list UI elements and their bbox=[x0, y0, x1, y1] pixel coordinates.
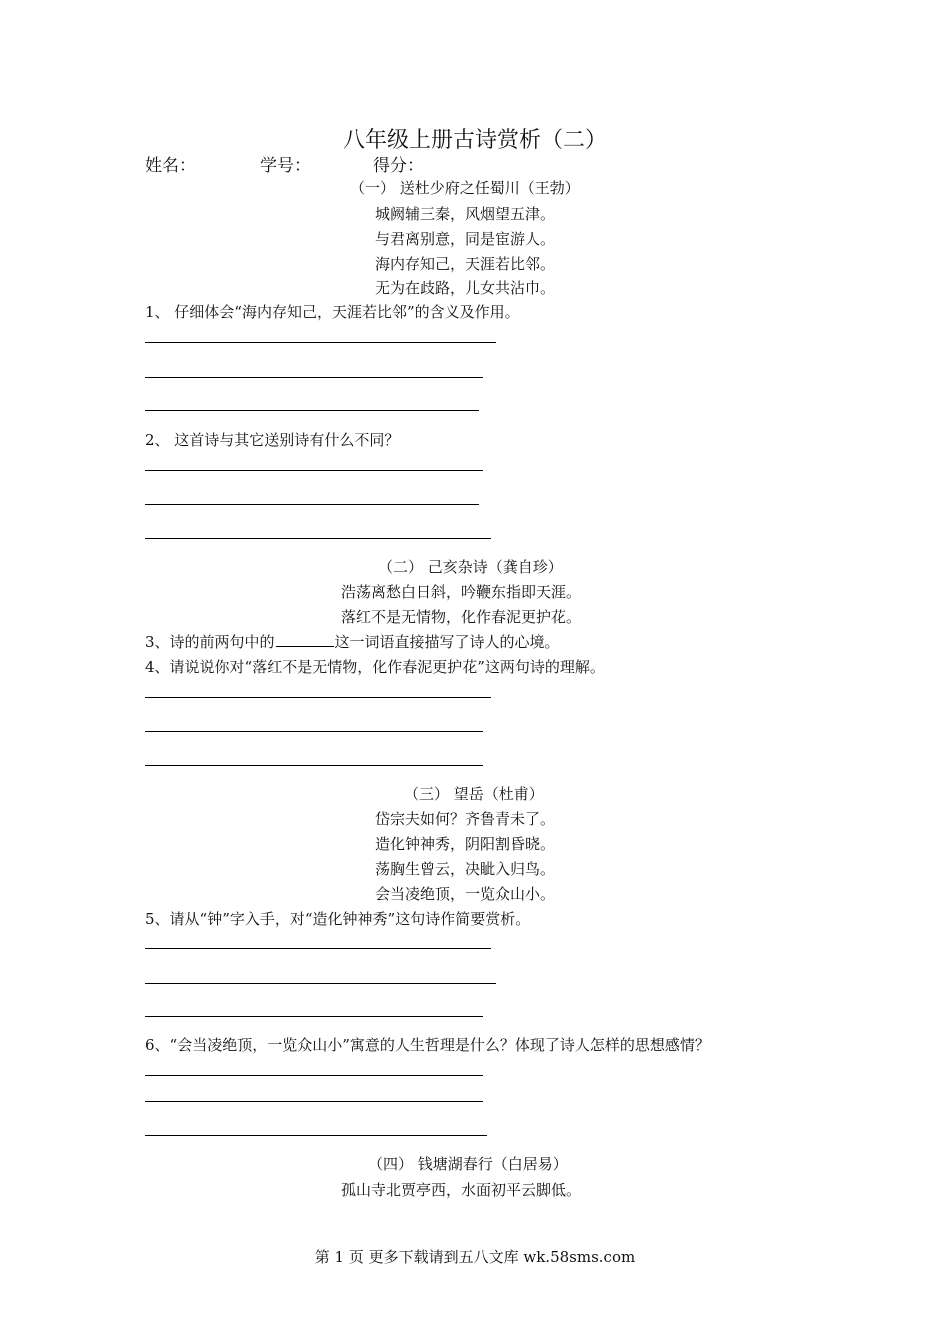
page-footer: 第 1 页 更多下载请到五八文库 wk.58sms.com bbox=[314, 1248, 636, 1266]
question-6: 6、“会当凌绝顶，一览众山小”寓意的人生哲理是什么？体现了诗人怎样的思想感情？ bbox=[145, 1036, 710, 1054]
section-1-heading: （一） 送杜少府之任蜀川（王勃） bbox=[350, 179, 580, 197]
poem-1-line-1: 城阙辅三秦，风烟望五津。 bbox=[375, 205, 556, 223]
answer-line[interactable] bbox=[145, 538, 491, 539]
answer-line[interactable] bbox=[145, 377, 483, 378]
poem-3-line-4: 会当凌绝顶，一览众山小。 bbox=[375, 885, 556, 903]
answer-line[interactable] bbox=[145, 765, 483, 766]
poem-1-line-2: 与君离别意，同是宦游人。 bbox=[375, 230, 556, 248]
question-3 bbox=[145, 631, 560, 652]
answer-line[interactable] bbox=[145, 410, 479, 411]
answer-line[interactable] bbox=[145, 1016, 483, 1017]
answer-line[interactable] bbox=[145, 1075, 483, 1076]
answer-line[interactable] bbox=[145, 1101, 483, 1102]
name-label: 姓名： bbox=[145, 156, 196, 176]
poem-1-line-3: 海内存知己，天涯若比邻。 bbox=[375, 255, 556, 273]
answer-line[interactable] bbox=[145, 1135, 487, 1136]
answer-line[interactable] bbox=[145, 504, 479, 505]
answer-line[interactable] bbox=[145, 983, 496, 984]
question-4: 4、请说说你对“落红不是无情物，化作春泥更护花”这两句诗的理解。 bbox=[145, 658, 605, 676]
poem-1-line-4: 无为在歧路，儿女共沾巾。 bbox=[375, 279, 556, 297]
question-1: 1、 仔细体会“海内存知己，天涯若比邻”的含义及作用。 bbox=[145, 303, 520, 321]
section-2-heading: （二） 己亥杂诗（龚自珍） bbox=[378, 558, 563, 576]
answer-line[interactable] bbox=[145, 731, 483, 732]
fill-in-blank[interactable] bbox=[276, 632, 334, 647]
poem-3-line-2: 造化钟神秀，阴阳割昏晓。 bbox=[375, 835, 556, 853]
answer-line[interactable] bbox=[145, 470, 483, 471]
section-3-heading: （三） 望岳（杜甫） bbox=[404, 785, 544, 803]
answer-line[interactable] bbox=[145, 342, 496, 343]
section-4-heading: （四） 钱塘湖春行（白居易） bbox=[368, 1155, 568, 1173]
question-3-text-before: 3、诗的前两句中的 bbox=[145, 633, 275, 651]
poem-4-line-1: 孤山寺北贾亭西，水面初平云脚低。 bbox=[341, 1181, 582, 1199]
student-id-label: 学号： bbox=[260, 156, 311, 176]
score-label: 得分： bbox=[373, 156, 424, 176]
poem-2-line-2: 落红不是无情物，化作春泥更护花。 bbox=[341, 608, 582, 626]
poem-3-line-1: 岱宗夫如何？齐鲁青未了。 bbox=[375, 810, 556, 828]
answer-line[interactable] bbox=[145, 948, 491, 949]
poem-2-line-1: 浩荡离愁白日斜，吟鞭东指即天涯。 bbox=[341, 583, 582, 601]
question-3-text-after: 这一词语直接描写了诗人的心境。 bbox=[334, 633, 560, 651]
poem-3-line-3: 荡胸生曾云，决眦入归鸟。 bbox=[375, 860, 556, 878]
question-2: 2、 这首诗与其它送别诗有什么不同？ bbox=[145, 431, 400, 449]
question-5: 5、请从“钟”字入手，对“造化钟神秀”这句诗作简要赏析。 bbox=[145, 910, 531, 928]
page-title: 八年级上册古诗赏析（二） bbox=[342, 128, 607, 153]
answer-line[interactable] bbox=[145, 697, 491, 698]
